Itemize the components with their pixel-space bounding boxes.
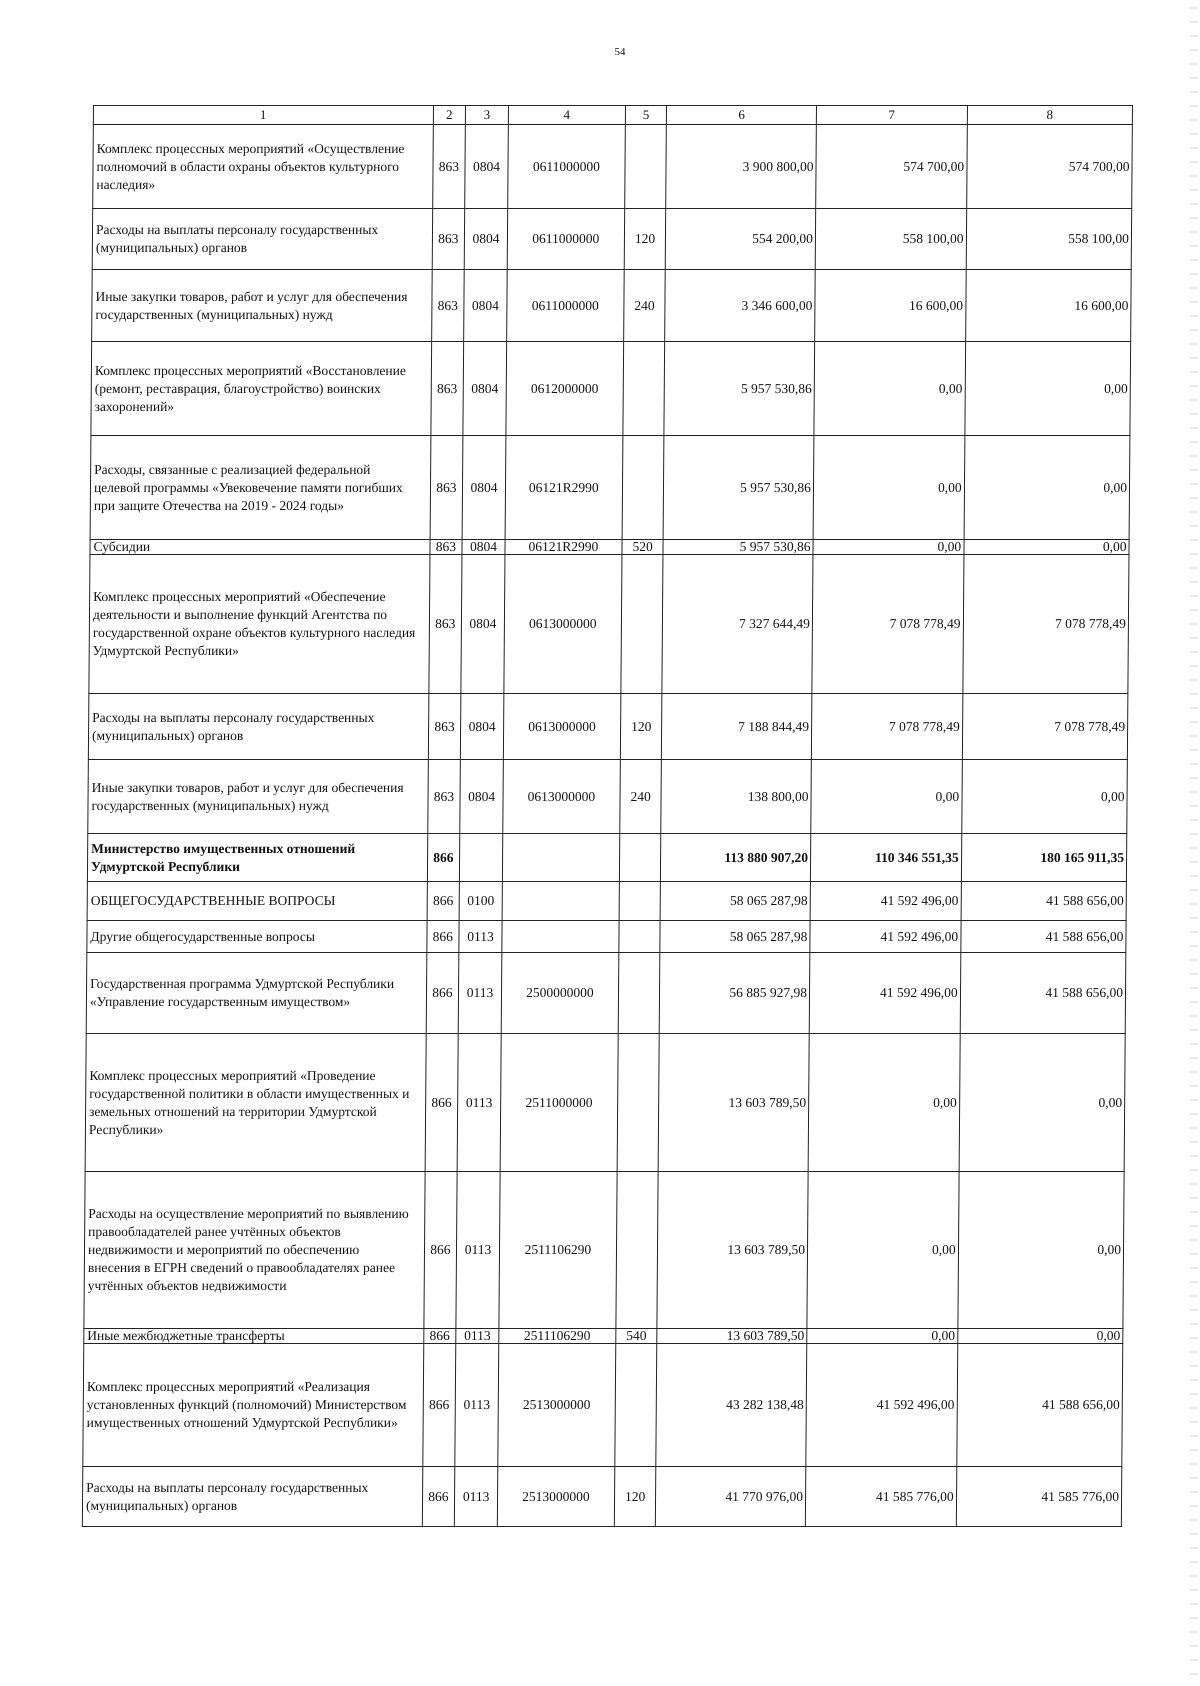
row-name-cell: Расходы, связанные с реализацией федеральной целевой программы «Увековечение памяти погибших при защите Отечества на 2019 - 2024 годы» [90, 436, 430, 540]
table-row [88, 760, 1128, 834]
header-col-8: 8 [967, 106, 1133, 125]
row-target-cell: 0613000000 [503, 694, 620, 760]
row-grbs-cell: 866 [427, 882, 460, 921]
table-row [87, 921, 1126, 953]
row-value-2023-cell: 13 603 789,50 [657, 1172, 808, 1329]
row-section-cell: 0804 [462, 540, 505, 555]
row-grbs-cell: 863 [430, 436, 463, 540]
row-value-2024-cell: 41 592 496,00 [806, 1344, 958, 1467]
header-col-7: 7 [816, 106, 967, 125]
row-value-2025-cell: 7 078 778,49 [962, 694, 1128, 760]
row-type-cell [615, 1344, 658, 1467]
row-section-cell: 0804 [462, 436, 506, 540]
row-type-cell [621, 555, 664, 694]
row-target-cell: 0611000000 [507, 270, 625, 342]
row-value-2025-cell: 7 078 778,49 [963, 555, 1129, 694]
scan-edge-decoration [1190, 0, 1198, 1686]
row-section-cell [460, 834, 503, 882]
row-value-2025-cell: 574 700,00 [966, 125, 1132, 209]
row-grbs-cell: 866 [425, 1034, 459, 1172]
row-target-cell: 0611000000 [508, 125, 626, 209]
table-row [90, 436, 1130, 540]
row-name-cell: Комплекс процессных мероприятий «Реализация установленных функций (полномочий) Министерством имущественных отношений Удмуртской Республики» [83, 1344, 424, 1467]
row-grbs-cell: 866 [423, 1172, 457, 1329]
row-value-2025-cell: 41 588 656,00 [960, 953, 1126, 1034]
row-type-cell: 240 [623, 270, 665, 342]
row-name-cell: Расходы на выплаты персоналу государственных (муниципальных) органов [82, 1467, 422, 1527]
row-value-2025-cell: 0,00 [965, 342, 1131, 436]
row-value-2025-cell: 0,00 [958, 1172, 1125, 1329]
row-target-cell: 0612000000 [506, 342, 624, 436]
row-section-cell: 0804 [464, 209, 507, 270]
row-value-2025-cell: 0,00 [964, 540, 1129, 555]
row-type-cell: 540 [616, 1329, 658, 1344]
row-value-2025-cell: 0,00 [959, 1034, 1125, 1172]
header-col-2: 2 [433, 106, 466, 125]
row-value-2023-cell: 3 346 600,00 [665, 270, 815, 342]
table-row [83, 1344, 1123, 1467]
row-section-cell: 0113 [459, 921, 502, 953]
table-row [87, 834, 1126, 882]
row-grbs-cell: 863 [432, 209, 465, 270]
row-grbs-cell: 866 [422, 1467, 455, 1527]
row-value-2023-cell: 43 282 138,48 [656, 1344, 807, 1467]
row-type-cell: 120 [620, 694, 662, 760]
row-name-cell: Государственная программа Удмуртской Республики «Управление государственным имуществом» [86, 953, 426, 1034]
row-value-2025-cell: 41 588 656,00 [956, 1344, 1122, 1467]
row-target-cell [502, 882, 619, 921]
row-value-2023-cell: 7 188 844,49 [662, 694, 812, 760]
row-value-2023-cell: 113 880 907,20 [661, 834, 811, 882]
budget-table-container [82, 105, 1133, 1527]
row-grbs-cell: 863 [430, 342, 463, 436]
row-value-2023-cell: 3 900 800,00 [666, 125, 816, 209]
table-row [92, 209, 1131, 270]
row-grbs-cell: 863 [428, 555, 462, 694]
table-row [89, 555, 1129, 694]
row-value-2024-cell: 558 100,00 [815, 209, 966, 270]
row-section-cell: 0804 [461, 694, 504, 760]
row-target-cell: 2513000000 [497, 1467, 614, 1527]
header-col-6: 6 [667, 106, 817, 125]
header-col-5: 5 [625, 106, 667, 125]
table-row [93, 125, 1133, 209]
table-row [82, 1467, 1121, 1527]
table-row [84, 1172, 1124, 1329]
row-value-2024-cell: 0,00 [811, 760, 962, 834]
row-type-cell [616, 1172, 659, 1329]
row-name-cell: Иные межбюджетные трансферты [84, 1329, 424, 1344]
row-section-cell: 0113 [456, 1172, 500, 1329]
row-value-2023-cell: 554 200,00 [666, 209, 816, 270]
header-col-4: 4 [508, 106, 625, 125]
row-value-2023-cell: 5 957 530,86 [664, 436, 814, 540]
row-value-2023-cell: 13 603 789,50 [659, 1034, 810, 1172]
row-target-cell: 2511106290 [499, 1329, 616, 1344]
row-target-cell: 06121R2990 [505, 540, 622, 555]
row-type-cell: 120 [614, 1467, 656, 1527]
row-name-cell: Комплекс процессных мероприятий «Обеспечение деятельности и выполнение функций Агентства по государственной охране объектов культурного наследия Удмуртской Республики» [89, 555, 430, 694]
row-value-2025-cell: 16 600,00 [965, 270, 1131, 342]
row-value-2023-cell: 41 770 976,00 [656, 1467, 806, 1527]
header-col-3: 3 [466, 106, 509, 125]
row-type-cell: 120 [624, 209, 666, 270]
row-value-2023-cell: 13 603 789,50 [657, 1329, 807, 1344]
row-value-2024-cell: 0,00 [813, 436, 964, 540]
row-value-2023-cell: 58 065 287,98 [661, 882, 811, 921]
row-name-cell: Расходы на выплаты персоналу государственных (муниципальных) органов [92, 209, 432, 270]
table-row [88, 694, 1128, 760]
row-section-cell: 0113 [455, 1467, 498, 1527]
row-name-cell: Комплекс процессных мероприятий «Проведение государственной политики в области имущественных и земельных отношений на территории Удмуртской Республики» [85, 1034, 426, 1172]
table-header-row [93, 106, 1132, 125]
row-value-2023-cell: 5 957 530,86 [664, 342, 814, 436]
header-col-1: 1 [93, 106, 433, 125]
row-grbs-cell: 863 [430, 540, 463, 555]
row-value-2024-cell: 16 600,00 [815, 270, 966, 342]
budget-table [82, 105, 1133, 1527]
row-value-2025-cell: 558 100,00 [966, 209, 1132, 270]
row-name-cell: Иные закупки товаров, работ и услуг для обеспечения государственных (муниципальных) нужд [88, 760, 428, 834]
row-value-2025-cell: 41 588 656,00 [960, 921, 1126, 953]
row-target-cell: 2500000000 [501, 953, 619, 1034]
row-type-cell [625, 125, 667, 209]
row-value-2023-cell: 7 327 644,49 [662, 555, 813, 694]
row-target-cell: 2511106290 [499, 1172, 617, 1329]
row-value-2025-cell: 0,00 [957, 1329, 1122, 1344]
row-target-cell [502, 834, 619, 882]
table-body [82, 125, 1132, 1527]
row-grbs-cell: 863 [428, 694, 461, 760]
row-value-2025-cell: 0,00 [961, 760, 1127, 834]
row-type-cell [619, 834, 661, 882]
row-name-cell: Другие общегосударственные вопросы [87, 921, 427, 953]
row-value-2025-cell: 180 165 911,35 [961, 834, 1127, 882]
row-section-cell: 0113 [455, 1344, 499, 1467]
row-target-cell: 0613000000 [503, 760, 621, 834]
row-value-2024-cell: 574 700,00 [816, 125, 967, 209]
row-value-2025-cell: 0,00 [964, 436, 1130, 540]
row-grbs-cell: 866 [423, 1329, 456, 1344]
row-type-cell [623, 342, 665, 436]
row-grbs-cell: 863 [427, 760, 460, 834]
row-section-cell: 0804 [460, 760, 503, 834]
row-value-2024-cell: 110 346 551,35 [810, 834, 961, 882]
row-name-cell: Расходы на выплаты персоналу государственных (муниципальных) органов [88, 694, 428, 760]
row-section-cell: 0113 [457, 1034, 501, 1172]
row-target-cell [502, 921, 619, 953]
row-target-cell: 06121R2990 [505, 436, 623, 540]
row-type-cell: 240 [620, 760, 662, 834]
row-section-cell: 0804 [465, 125, 508, 209]
row-value-2024-cell: 7 078 778,49 [812, 555, 964, 694]
row-value-2024-cell: 41 585 776,00 [805, 1467, 956, 1527]
table-row [91, 342, 1131, 436]
row-value-2024-cell: 41 592 496,00 [809, 953, 960, 1034]
row-name-cell: Комплекс процессных мероприятий «Осуществление полномочий в области охраны объектов культурного наследия» [93, 125, 433, 209]
row-grbs-cell: 866 [426, 953, 459, 1034]
row-grbs-cell: 866 [427, 834, 460, 882]
row-type-cell: 520 [622, 540, 664, 555]
table-row [84, 1329, 1123, 1344]
row-value-2024-cell: 0,00 [808, 1034, 960, 1172]
row-name-cell: Субсидии [90, 540, 430, 555]
row-type-cell [617, 1034, 660, 1172]
row-value-2023-cell: 5 957 530,86 [663, 540, 813, 555]
row-value-2023-cell: 138 800,00 [661, 760, 811, 834]
row-target-cell: 0611000000 [507, 209, 624, 270]
row-name-cell: Расходы на осуществление мероприятий по выявлению правообладателей ранее учтённых объектов недвижимости и мероприятий по обеспечению внесения в ЕГРН сведений о правообладателях ранее учтённых объектов недвижимости [84, 1172, 425, 1329]
row-value-2024-cell: 0,00 [814, 342, 965, 436]
row-value-2024-cell: 7 078 778,49 [811, 694, 962, 760]
row-grbs-cell: 866 [422, 1344, 456, 1467]
row-value-2024-cell: 41 592 496,00 [810, 921, 961, 953]
row-grbs-cell: 863 [431, 270, 464, 342]
row-type-cell [619, 882, 661, 921]
row-section-cell: 0113 [456, 1329, 499, 1344]
row-section-cell: 0113 [458, 953, 501, 1034]
row-name-cell: Министерство имущественных отношений Удмуртской Республики [87, 834, 427, 882]
row-section-cell: 0804 [463, 342, 506, 436]
row-name-cell: Комплекс процессных мероприятий «Восстановление (ремонт, реставрация, благоустройство) воинских захоронений» [91, 342, 431, 436]
row-value-2024-cell: 0,00 [807, 1329, 958, 1344]
row-section-cell: 0804 [464, 270, 507, 342]
page-number: 54 [614, 46, 626, 58]
table-row [85, 1034, 1125, 1172]
row-type-cell [622, 436, 664, 540]
row-value-2024-cell: 0,00 [813, 540, 964, 555]
row-value-2025-cell: 41 588 656,00 [961, 882, 1127, 921]
table-row [86, 953, 1126, 1034]
table-row [92, 270, 1132, 342]
row-grbs-cell: 866 [426, 921, 459, 953]
row-type-cell [619, 921, 661, 953]
row-value-2023-cell: 58 065 287,98 [660, 921, 810, 953]
row-section-cell: 0804 [461, 555, 505, 694]
table-row [90, 540, 1129, 555]
row-name-cell: ОБЩЕГОСУДАРСТВЕННЫЕ ВОПРОСЫ [87, 882, 427, 921]
row-type-cell [618, 953, 660, 1034]
row-value-2024-cell: 0,00 [807, 1172, 959, 1329]
row-value-2025-cell: 41 585 776,00 [956, 1467, 1122, 1527]
row-target-cell: 0613000000 [504, 555, 622, 694]
row-target-cell: 2511000000 [500, 1034, 618, 1172]
row-target-cell: 2513000000 [498, 1344, 616, 1467]
row-value-2023-cell: 56 885 927,98 [660, 953, 810, 1034]
row-name-cell: Иные закупки товаров, работ и услуг для обеспечения государственных (муниципальных) нужд [92, 270, 432, 342]
table-row [87, 882, 1126, 921]
row-grbs-cell: 863 [432, 125, 465, 209]
row-value-2024-cell: 41 592 496,00 [810, 882, 961, 921]
row-section-cell: 0100 [459, 882, 502, 921]
